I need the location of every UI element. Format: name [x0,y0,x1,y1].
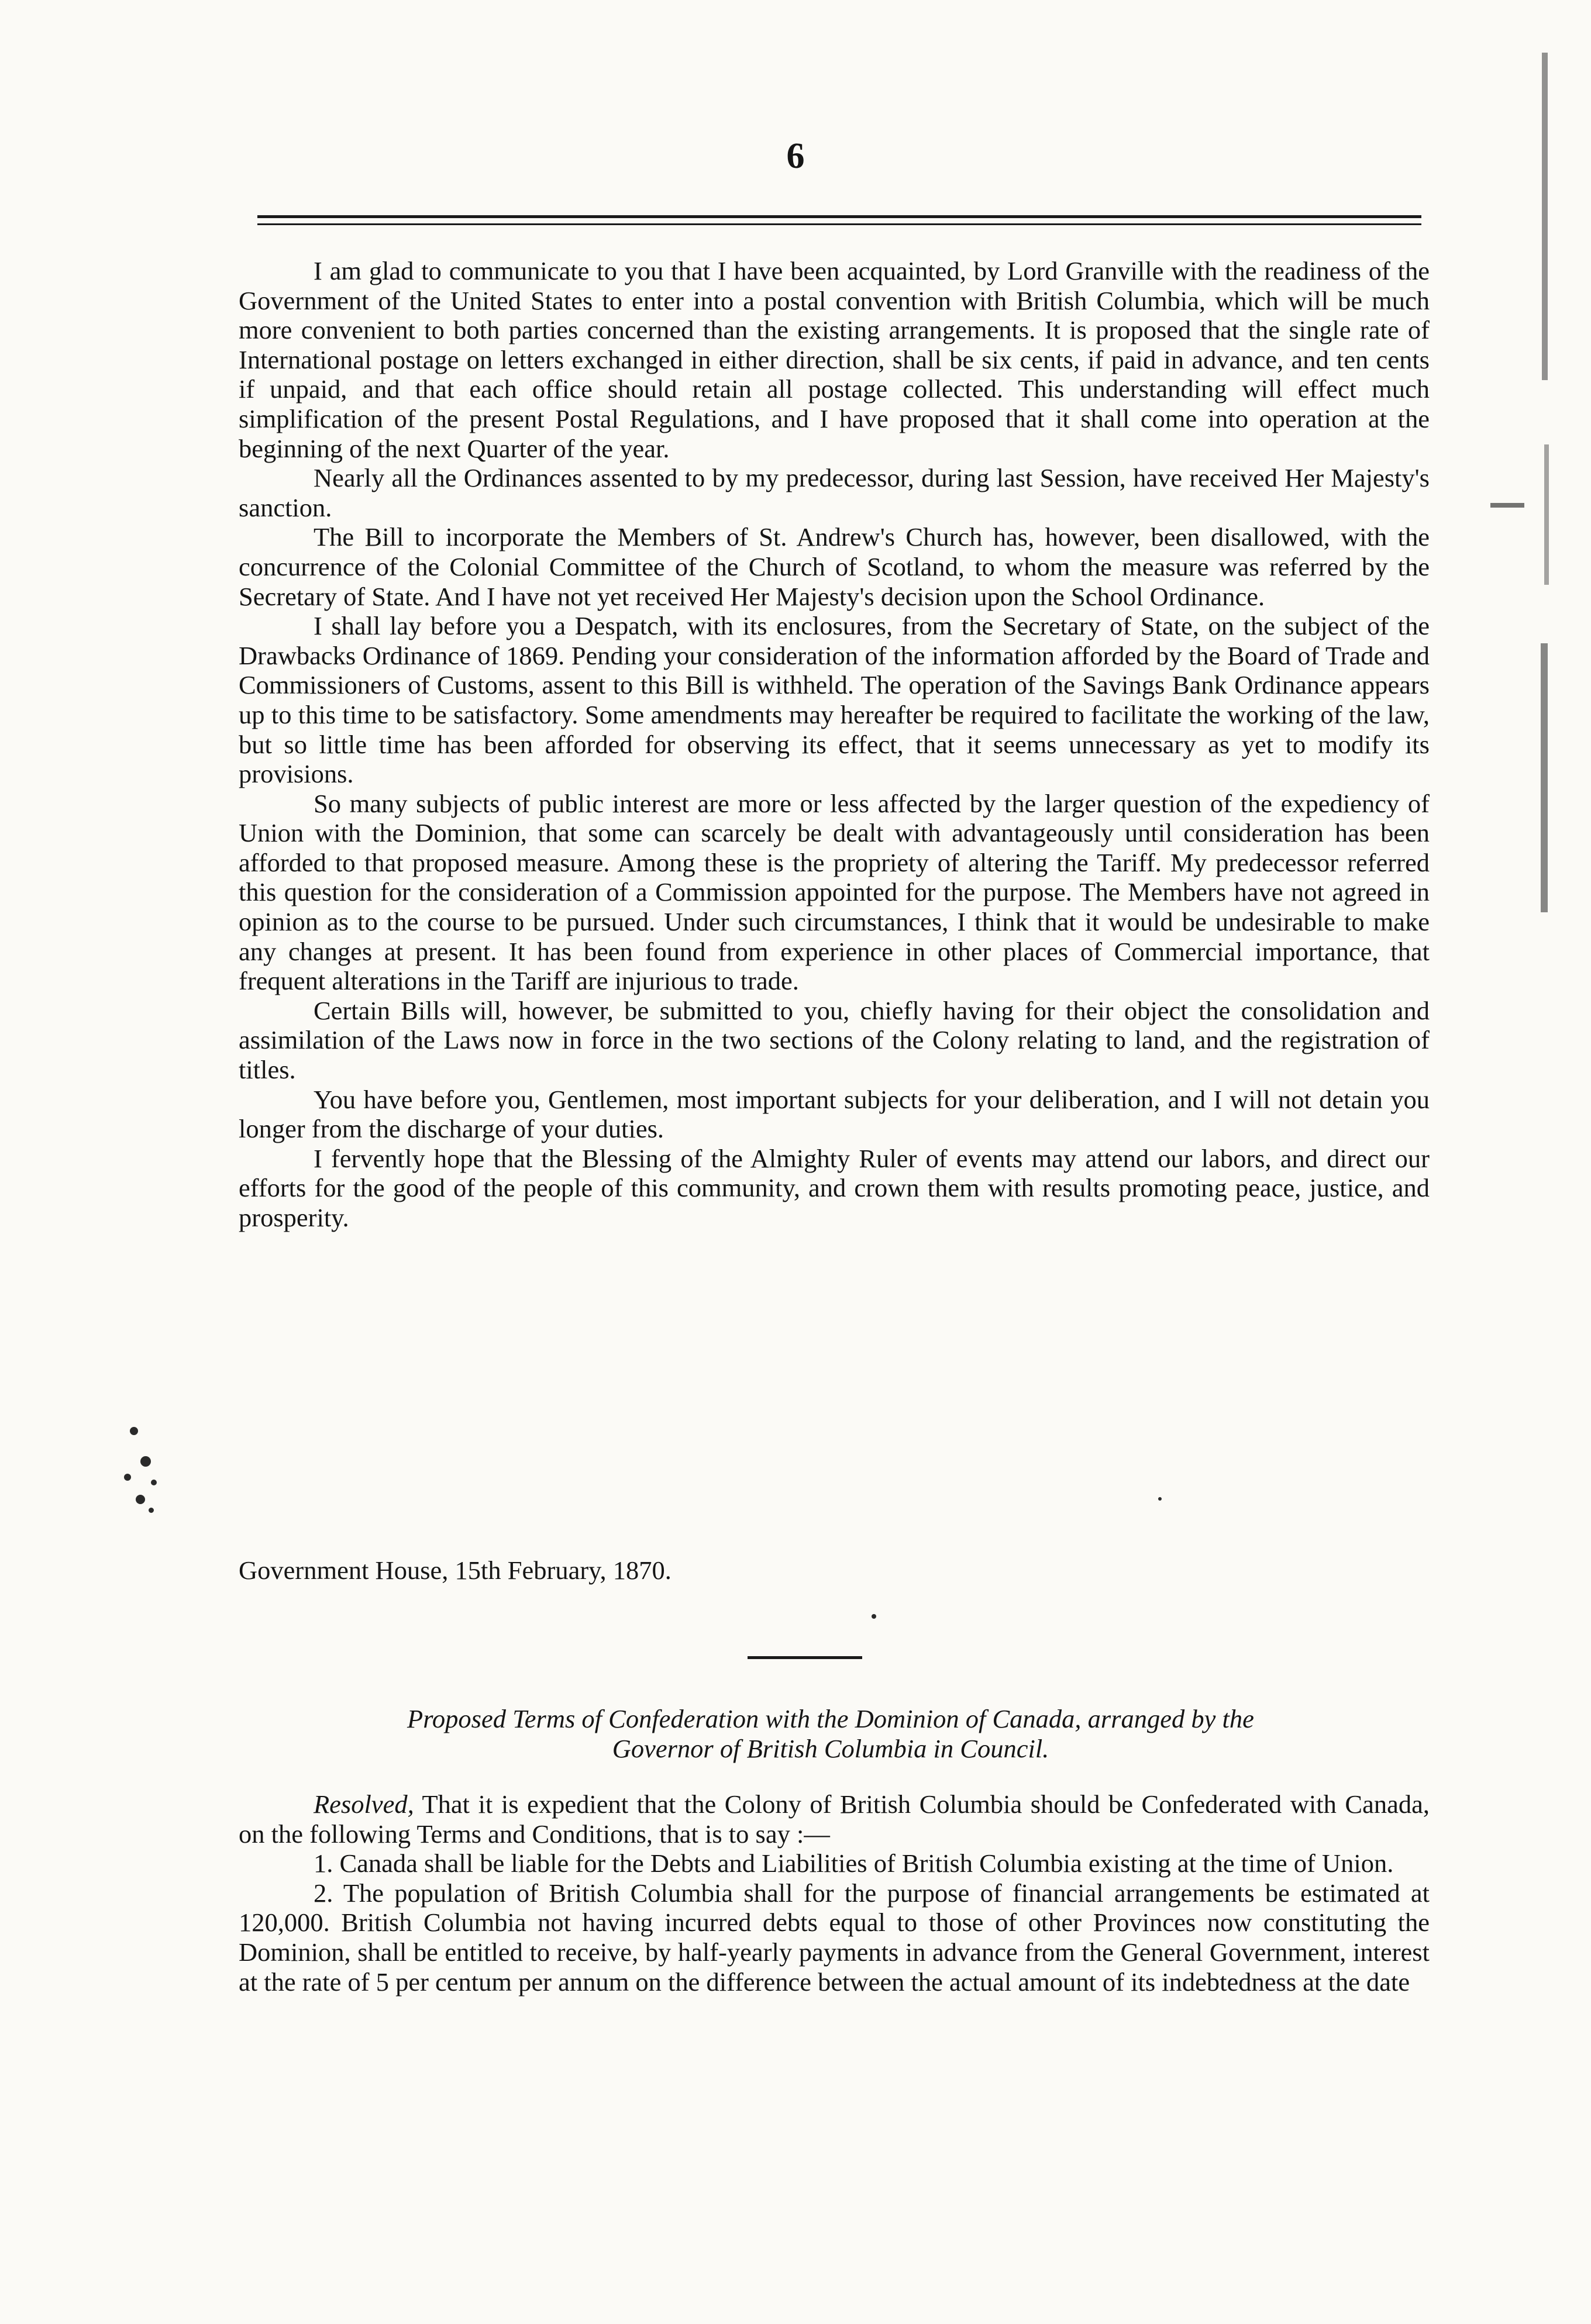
header-rule [257,215,1421,218]
speech-body [239,256,1430,1233]
scan-edge-mark [1542,53,1548,380]
terms-body [239,1789,1430,1997]
paragraph-drawbacks-ordinance: I shall lay before you a Despatch, with its enclosures, from the Secretary of State, on the subject of the Drawbacks Ordinance of 1869. Pending your consideration of the information afforded by the Board of Trade and Commissioners of Customs, assent to this Bill is withheld. The operation of the Savings Bank Ordinance appears up to this time to be satisfactory. Some amendments may hereafter be required to facilitate the working of the law, but so little time has been afforded for observing its effect, that it seems unnecessary as yet to modify its provisions. [239,611,1430,789]
paragraph-st-andrews-bill: The Bill to incorporate the Members of St. Andrew's Church has, however, been disallowed, with the concurrence of the Colonial Committee of the Church of Scotland, to whom the measure was referred by the Secretary of State. And I have not yet received Her Majesty's decision upon the School Ordinance. [239,522,1430,611]
scan-speck [130,1427,138,1435]
paragraph-union-tariff: So many subjects of public interest are more or less affected by the larger question of the expediency of Union with the Dominion, that some can scarcely be dealt with advantageously until consideration has been afforded to that proposed measure. Among these is the propriety of altering the Tariff. My predecessor referred this question for the consideration of a Commission appointed for the purpose. The Members have not agreed in opinion as to the course to be pursued. Under such circumstances, I think that it would be undesirable to make any changes at present. It has been found from experience in other places of Commercial importance, that frequent alterations in the Tariff are injurious to trade. [239,788,1430,996]
scan-edge-mark [1490,503,1524,508]
paragraph-certain-bills: Certain Bills will, however, be submitted to you, chiefly having for their object the consolidation and assimilation of the Laws now in force in the two sections of the Colony relating to land, and the registration of titles. [239,995,1430,1085]
terms-heading [252,1704,1410,1764]
term-item-1: 1. Canada shall be liable for the Debts and Liabilities of British Columbia existing at the time of Union. [314,1849,1394,1878]
speech-signature: Government House, 15th February, 1870. [239,1556,671,1585]
resolved-paragraph [239,1789,1430,1849]
scan-speck [140,1456,151,1467]
scan-speck [872,1614,876,1619]
terms-heading-line-1: Proposed Terms of Confederation with the Dominion of Canada, arranged by the [407,1704,1254,1733]
scan-edge-mark [1544,444,1549,585]
paragraph-closing-blessing: I fervently hope that the Blessing of the Almighty Ruler of events may attend our labors, and direct our efforts for the good of the people of this community, and crown them with results promoting peace, justice, and prosperity. [239,1143,1430,1232]
term-item-2: 2. The population of British Columbia shall for the purpose of financial arrangements be estimated at 120,000. British Columbia not having incurred debts equal to those of other Provinces now constituting the Dominion, shall be entitled to receive, by half-yearly payments in advance from the General Government, interest at the rate of 5 per centum per annum on the difference between the actual amount of its indebtedness at the date [239,1878,1430,1997]
section-divider [748,1656,862,1659]
header-rule-lower [257,223,1421,225]
page-number: 6 [786,136,805,176]
resolved-label: Resolved, [314,1789,414,1819]
paragraph-deliberation: You have before you, Gentlemen, most important subjects for your deliberation, and I will not detain you longer from the discharge of your duties. [239,1084,1430,1144]
resolved-text: That it is expedient that the Colony of British Columbia should be Confederated with Canada, on the following Terms and Conditions, that is to say :— [239,1789,1430,1849]
scan-speck [136,1495,145,1504]
paragraph-postal-convention: I am glad to communicate to you that I have been acquainted, by Lord Granville with the readiness of the Government of the United States to enter into a postal convention with British Columbia, which will be much more convenient to both parties concerned than the existing arrangements. It is proposed that the single rate of International postage on letters exchanged in either direction, shall be six cents, if paid in advance, and ten cents if unpaid, and that each office should retain all postage collected. This understanding will effect much simplification of the present Postal Regulations, and I have proposed that it shall come into operation at the beginning of the next Quarter of the year. [239,256,1430,463]
scan-speck [149,1508,154,1513]
paragraph-ordinances-assented: Nearly all the Ordinances assented to by my predecessor, during last Session, have received Her Majesty's sanction. [239,463,1430,522]
scan-speck [151,1480,157,1485]
scan-speck [124,1474,131,1481]
scan-speck [1158,1497,1162,1501]
terms-heading-line-2: Governor of British Columbia in Council. [612,1734,1049,1763]
scan-edge-mark [1541,643,1548,912]
